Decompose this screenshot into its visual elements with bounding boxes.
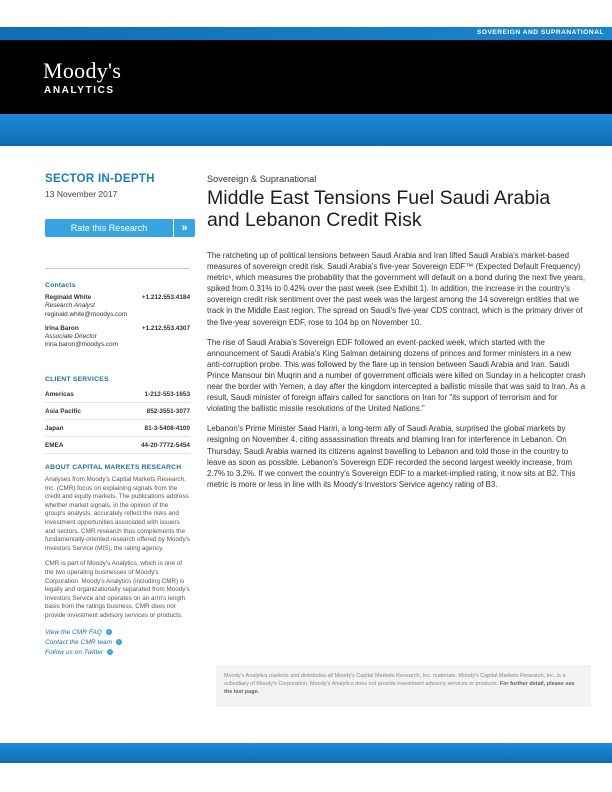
cmr-faq-link[interactable] (45, 628, 190, 638)
about-paragraph: CMR is part of Moody's Analytics, which is one of the two operating businesses of Moody's Corporation. Moody's Analytics (including CMR) is legally and organizationally separated from Moody's Investors Service and operates on an arm's length basis from the ratings business. CMR does not provide investment advisory services or products. (45, 560, 190, 619)
region-name: EMEA (45, 442, 64, 449)
arrow-circle-icon: › (106, 629, 112, 635)
contact-card (45, 325, 190, 350)
article-body (207, 250, 587, 499)
contact-email[interactable]: irina.baron@moodys.com (45, 341, 118, 349)
contact-cmr-link[interactable] (45, 638, 190, 648)
client-services-row (45, 386, 190, 403)
region-phone: 44-20-7772-5454 (140, 442, 190, 449)
region-name: Americas (45, 391, 74, 398)
article-title: Middle East Tensions Fuel Saudi Arabia and Lebanon Credit Risk (207, 187, 551, 231)
contact-card (45, 294, 190, 319)
client-services-row (45, 437, 190, 454)
contacts-section (45, 282, 190, 350)
contact-phone: +1.212.553.4307 (141, 324, 190, 332)
link-text: Follow us on Twitter (45, 648, 104, 656)
client-services-row (45, 420, 190, 437)
twitter-link[interactable] (45, 648, 190, 658)
analytics-logo-text: ANALYTICS (44, 85, 115, 96)
sidebar-divider (45, 268, 190, 269)
disclaimer-text: Moody's Analytics markets and distributes all Moody's Capital Markets Research, Inc. materials. Moody's Capital Markets Research, Inc. is a subsidiary of Moody's Corporation. Moody's Analytics does not provide investment advisory services or products. (224, 673, 566, 687)
contact-name: Reginald White (45, 294, 92, 301)
contact-phone: +1.212.553.4184 (141, 294, 190, 301)
about-heading: ABOUT CAPITAL MARKETS RESEARCH (45, 464, 182, 471)
cmr-links (45, 628, 190, 658)
contacts-heading: Contacts (45, 282, 76, 289)
double-chevron-right-icon: » (173, 219, 195, 237)
rate-research-button[interactable] (45, 219, 195, 237)
about-paragraph: Analyses from Moody's Capital Markets Research, Inc. (CMR) focus on explaining signals from the credit and equity markets. The publications address whether market signals, in the opinion of the group's analysts, accurately reflect the risks and investment opportunities associated with issuers and sectors. CMR research thus complements the fundamentally-oriented research offered by Moody's Investors Service (MIS), the rating agency. (45, 476, 190, 552)
contact-name: Irina Baron (45, 324, 79, 332)
contact-role: Associate Director (45, 333, 97, 341)
region-phone: 81-3-5408-4100 (144, 425, 190, 432)
arrow-circle-icon: › (107, 649, 113, 655)
link-text: Contact the CMR team (45, 638, 113, 646)
region-phone: 1-212-553-1653 (144, 391, 190, 398)
arrow-circle-icon: › (116, 639, 122, 645)
header-blue-band (0, 114, 612, 146)
contact-role: Research Analyst (45, 302, 95, 310)
client-services-section (45, 376, 190, 454)
top-section-band (0, 27, 612, 40)
link-text: View the CMR FAQ (45, 628, 102, 636)
moodys-logo: Moody's (43, 58, 122, 83)
client-services-row (45, 403, 190, 420)
client-services-heading: CLIENT SERVICES (45, 376, 109, 383)
region-name: Asia Pacific (45, 408, 81, 415)
section-label: SOVEREIGN AND SUPRANATIONAL (476, 29, 604, 36)
contact-email[interactable]: reginald.white@moodys.com (45, 310, 128, 318)
report-type: SECTOR IN-DEPTH (45, 173, 155, 185)
about-cmr-section (45, 464, 190, 658)
disclaimer-bold: For further detail, please see the last page. (224, 681, 575, 695)
body-paragraph: The ratcheting up of political tensions between Saudi Arabia and Iran lifted Saudi Arabia's market-based measures of sovereign credit risk. Saudi Arabia's five-year Sovereign EDF™ (Expected Default Frequency) metric¹, which measures the probability that the government will default on a bond during the next five years, spiked from 0.31% to 0.42% over the past week (see Exhibit 1). In addition, the increase in the country's sovereign credit risk sentiment over the past week was the largest among the 14 sovereign entities that we track in the Middle East region. The spread on Saudi's five-year CDS contract, which is the primary driver of the five-year sovereign EDF, rose to 104 bp on November 10. (207, 251, 586, 327)
region-name: Japan (45, 425, 64, 432)
disclaimer-box (216, 665, 591, 707)
region-phone: 852-3551-3077 (146, 408, 190, 415)
rate-research-label: Rate this Research (70, 223, 148, 233)
footer-blue-band (0, 743, 612, 763)
body-paragraph: The rise of Saudi Arabia's Sovereign EDF followed an event-packed week, which started with the announcement of Saudi Arabia's King Salman detaining dozens of princes and former ministers in a new anti-corruption probe. This was followed by the flare up in tension between Saudi Arabia and Iran. Saudi Prince Mansour bin Muqrin and a number of government officials were killed on Sunday in a helicopter crash near the border with Yemen, a day after the kingdom intercepted a ballistic missile that was said to Iran. As a result, Saudi minister of foreign affairs called for sanctions on Iran for "its support of terrorism and for violating the ballistic missile resolutions of the United Nations." (207, 337, 586, 414)
article-kicker: Sovereign & Supranational (207, 174, 317, 184)
body-paragraph: Lebanon's Prime Minister Saad Hariri, a long-term ally of Saudi Arabia, surprised the global markets by resigning on November 4, citing assassination threats and blaming Iran for interference in Lebanon. On Thursday, Saudi Arabia warned its citizens against travelling to Lebanon and told those in the country to leave as soon as possible. Lebanon's Sovereign EDF recorded the second largest weekly increase, from 2.7% to 3.2%. If we convert the country's Sovereign EDF to a market-implied rating, it now sits at B2. This metric is more or less in line with its Moody's Investors Service agency rating of B3. (207, 424, 576, 489)
publish-date: 13 November 2017 (45, 189, 118, 199)
